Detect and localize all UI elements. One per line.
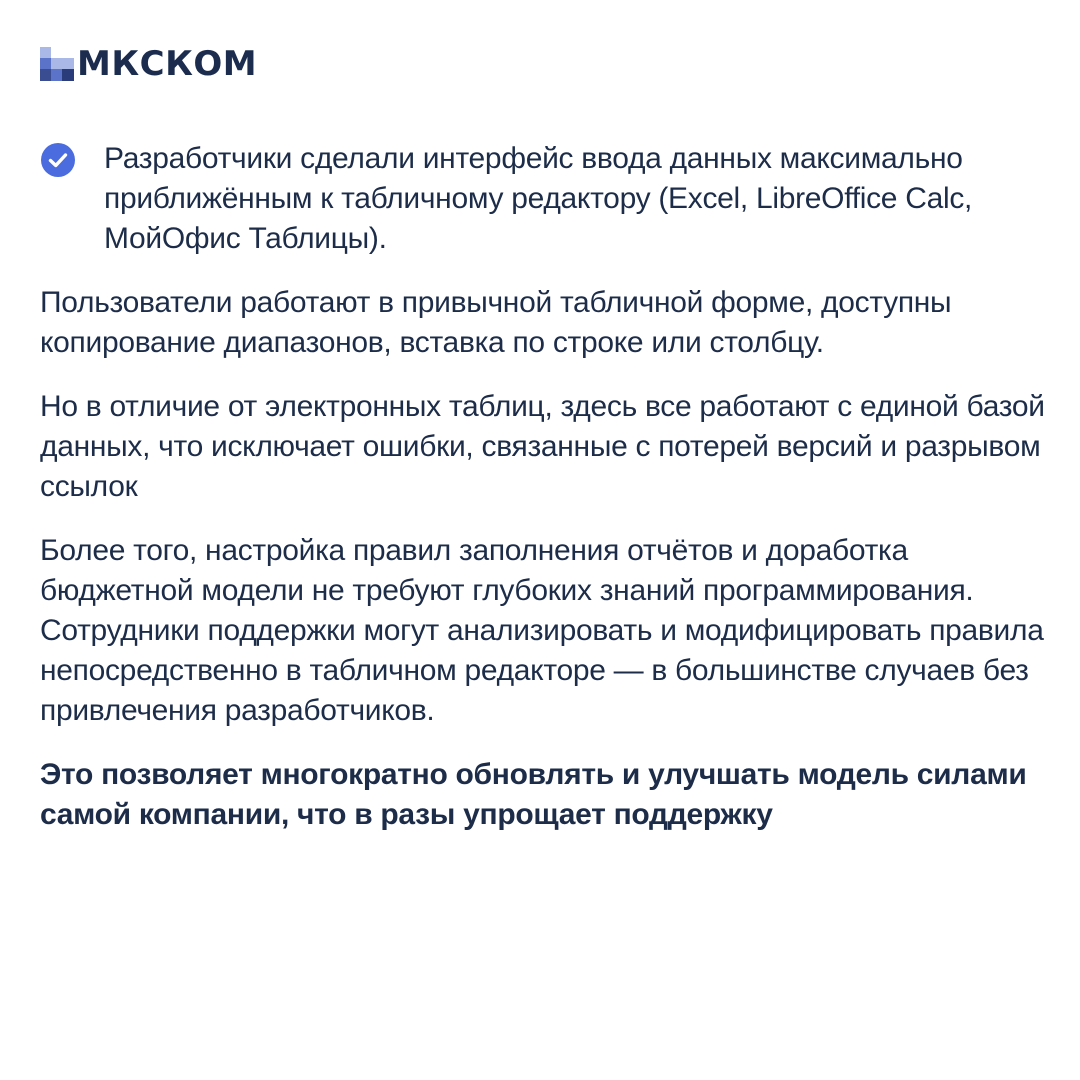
main-content	[40, 139, 1050, 859]
conclusion-text: Это позволяет многократно обновлять и улучшать модель силами самой компании, что в разы упрощает поддержку	[40, 758, 1027, 831]
check-circle-icon	[40, 142, 76, 178]
checked-list-item	[40, 139, 1050, 259]
pixel-square-logo-icon	[40, 47, 74, 81]
brand-name: МКСКОМ	[77, 44, 258, 84]
paragraph-rule-settings: Более того, настройка правил заполнения отчётов и доработка бюджетной модели не требуют глубоких знаний программирования. Сотрудники поддержки могут анализировать и модифицировать правила непосредственно в табличном редакторе — в большинстве случаев без привлечения разработчиков.	[40, 534, 1044, 727]
paragraph-single-database: Но в отличие от электронных таблиц, здесь все работают с единой базой данных, что исключает ошибки, связанные с потерей версий и разрывом ссылок	[40, 390, 1045, 503]
checked-item-text: Разработчики сделали интерфейс ввода данных максимально приближённым к табличному редактору (Excel, LibreOffice Calc, МойОфис Таблицы).	[104, 142, 973, 255]
brand-logo	[40, 46, 257, 82]
paragraph-table-form: Пользователи работают в привычной табличной форме, доступны копирование диапазонов, вставка по строке или столбцу.	[40, 286, 952, 359]
